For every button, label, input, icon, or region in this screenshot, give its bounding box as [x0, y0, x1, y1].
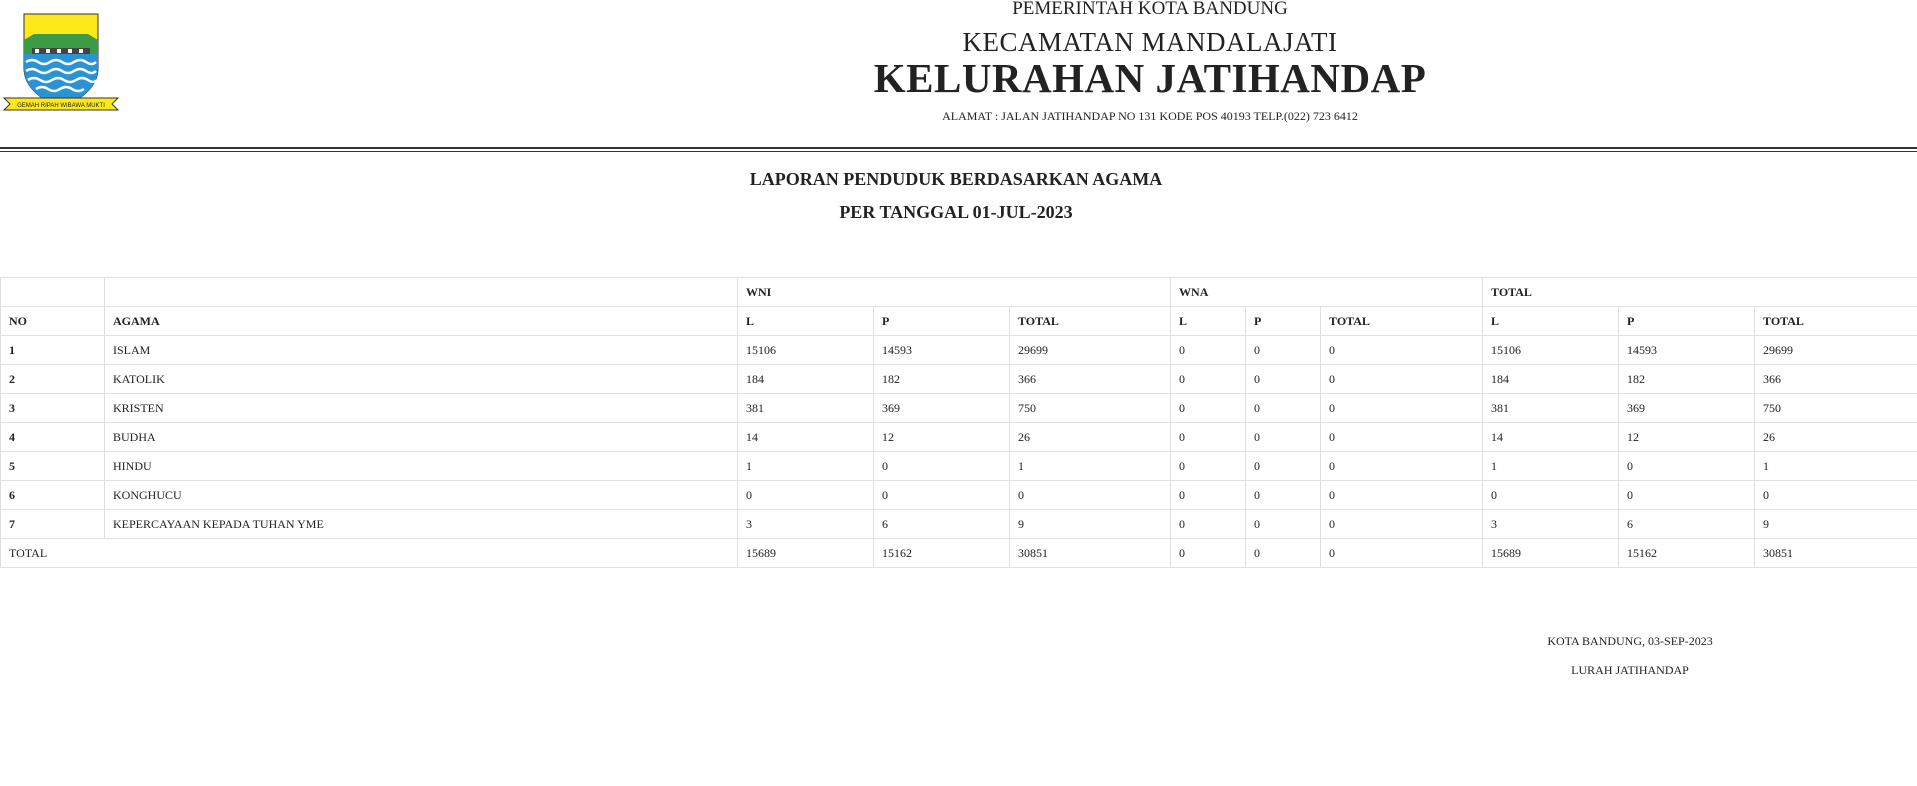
table-body: [1, 336, 1917, 539]
cell-wni-l: 15106: [738, 336, 874, 365]
col-header-wna-total: TOTAL: [1321, 307, 1483, 336]
total-tot-l: 15689: [1483, 539, 1619, 568]
table-row: [1, 365, 1917, 394]
cell-agama: ISLAM: [105, 336, 738, 365]
cell-wni-total: 26: [1010, 423, 1171, 452]
cell-wna-total: 0: [1321, 481, 1483, 510]
cell-tot-p: 369: [1619, 394, 1755, 423]
col-header-agama: AGAMA: [105, 307, 738, 336]
cell-wni-total: 29699: [1010, 336, 1171, 365]
cell-wna-l: 0: [1171, 481, 1246, 510]
cell-no: 2: [1, 365, 105, 394]
total-wni-p: 15162: [874, 539, 1010, 568]
cell-wni-l: 184: [738, 365, 874, 394]
cell-wna-p: 0: [1246, 452, 1321, 481]
cell-wna-l: 0: [1171, 365, 1246, 394]
total-tot-p: 15162: [1619, 539, 1755, 568]
cell-tot-total: 26: [1755, 423, 1917, 452]
cell-wna-total: 0: [1321, 394, 1483, 423]
col-header-tot-p: P: [1619, 307, 1755, 336]
population-table: [0, 277, 1917, 568]
cell-wna-l: 0: [1171, 394, 1246, 423]
cell-wna-total: 0: [1321, 365, 1483, 394]
cell-agama: HINDU: [105, 452, 738, 481]
cell-tot-l: 1: [1483, 452, 1619, 481]
cell-wna-p: 0: [1246, 394, 1321, 423]
total-wna-total: 0: [1321, 539, 1483, 568]
cell-wni-total: 0: [1010, 481, 1171, 510]
cell-tot-p: 14593: [1619, 336, 1755, 365]
total-wni-l: 15689: [738, 539, 874, 568]
group-header-wna: WNA: [1171, 278, 1483, 307]
cell-tot-l: 0: [1483, 481, 1619, 510]
header-address: ALAMAT : JALAN JATIHANDAP NO 131 KODE POS 40193 TELP.(022) 723 6412: [942, 109, 1358, 123]
cell-tot-total: 0: [1755, 481, 1917, 510]
col-header-wni-l: L: [738, 307, 874, 336]
col-header-tot-l: L: [1483, 307, 1619, 336]
cell-tot-total: 29699: [1755, 336, 1917, 365]
header-line-3: KELURAHAN JATIHANDAP: [873, 55, 1427, 101]
cell-agama: KONGHUCU: [105, 481, 738, 510]
table-row: [1, 394, 1917, 423]
cell-wna-l: 0: [1171, 452, 1246, 481]
kota-bandung-logo: [2, 12, 120, 116]
cell-wni-p: 12: [874, 423, 1010, 452]
cell-wna-total: 0: [1321, 336, 1483, 365]
col-header-no: NO: [1, 307, 105, 336]
cell-tot-p: 12: [1619, 423, 1755, 452]
cell-tot-p: 6: [1619, 510, 1755, 539]
table-row: [1, 423, 1917, 452]
report-date: PER TANGGAL 01-JUL-2023: [839, 202, 1073, 222]
table-row: [1, 481, 1917, 510]
table-total-row: [1, 539, 1917, 568]
cell-wni-l: 14: [738, 423, 874, 452]
col-header-wni-total: TOTAL: [1010, 307, 1171, 336]
cell-agama: KRISTEN: [105, 394, 738, 423]
table-row: [1, 510, 1917, 539]
cell-wna-l: 0: [1171, 336, 1246, 365]
cell-tot-l: 15106: [1483, 336, 1619, 365]
cell-no: 3: [1, 394, 105, 423]
cell-wni-l: 1: [738, 452, 874, 481]
cell-no: 6: [1, 481, 105, 510]
cell-wni-total: 1: [1010, 452, 1171, 481]
table-row: [1, 336, 1917, 365]
cell-wna-total: 0: [1321, 423, 1483, 452]
cell-no: 5: [1, 452, 105, 481]
cell-wni-p: 0: [874, 481, 1010, 510]
cell-wni-p: 0: [874, 452, 1010, 481]
total-tot-total: 30851: [1755, 539, 1917, 568]
cell-agama: BUDHA: [105, 423, 738, 452]
col-header-tot-total: TOTAL: [1755, 307, 1917, 336]
cell-no: 7: [1, 510, 105, 539]
cell-agama: KEPERCAYAAN KEPADA TUHAN YME: [105, 510, 738, 539]
header-rule-thin: [0, 151, 1917, 152]
report-title: LAPORAN PENDUDUK BERDASARKAN AGAMA: [749, 169, 1163, 189]
cell-wni-l: 381: [738, 394, 874, 423]
cell-wni-p: 369: [874, 394, 1010, 423]
cell-tot-total: 9: [1755, 510, 1917, 539]
cell-wna-p: 0: [1246, 336, 1321, 365]
cell-wna-p: 0: [1246, 423, 1321, 452]
logo-motto: GEMAH RIPAH WIBAWA MUKTI: [17, 103, 105, 109]
col-header-wna-p: P: [1246, 307, 1321, 336]
cell-tot-total: 366: [1755, 365, 1917, 394]
table-row: [1, 452, 1917, 481]
col-header-wni-p: P: [874, 307, 1010, 336]
signature-place-date: KOTA BANDUNG, 03-SEP-2023: [1547, 634, 1713, 648]
cell-tot-p: 182: [1619, 365, 1755, 394]
column-header-row: [1, 307, 1917, 336]
cell-tot-p: 0: [1619, 481, 1755, 510]
cell-wna-p: 0: [1246, 365, 1321, 394]
cell-wni-l: 3: [738, 510, 874, 539]
cell-no: 4: [1, 423, 105, 452]
group-header-wni: WNI: [738, 278, 1171, 307]
total-wna-l: 0: [1171, 539, 1246, 568]
total-wni-total: 30851: [1010, 539, 1171, 568]
cell-tot-total: 1: [1755, 452, 1917, 481]
signature-position: LURAH JATIHANDAP: [1571, 663, 1689, 677]
cell-wni-p: 6: [874, 510, 1010, 539]
cell-tot-l: 14: [1483, 423, 1619, 452]
cell-wna-total: 0: [1321, 510, 1483, 539]
cell-tot-l: 3: [1483, 510, 1619, 539]
cell-tot-l: 381: [1483, 394, 1619, 423]
cell-tot-total: 750: [1755, 394, 1917, 423]
cell-wni-l: 0: [738, 481, 874, 510]
cell-agama: KATOLIK: [105, 365, 738, 394]
cell-wna-p: 0: [1246, 510, 1321, 539]
cell-wni-p: 182: [874, 365, 1010, 394]
cell-wna-l: 0: [1171, 510, 1246, 539]
cell-wni-p: 14593: [874, 336, 1010, 365]
group-header-total: TOTAL: [1483, 278, 1917, 307]
cell-no: 1: [1, 336, 105, 365]
cell-tot-p: 0: [1619, 452, 1755, 481]
cell-wni-total: 750: [1010, 394, 1171, 423]
cell-wna-total: 0: [1321, 452, 1483, 481]
cell-tot-l: 184: [1483, 365, 1619, 394]
col-header-wna-l: L: [1171, 307, 1246, 336]
cell-wni-total: 366: [1010, 365, 1171, 394]
total-wna-p: 0: [1246, 539, 1321, 568]
cell-wna-l: 0: [1171, 423, 1246, 452]
cell-wni-total: 9: [1010, 510, 1171, 539]
group-header-row: [1, 278, 1917, 307]
header-line-1: PEMERINTAH KOTA BANDUNG: [1012, 0, 1288, 19]
header-rule-thick: [0, 147, 1917, 149]
header-line-2: KECAMATAN MANDALAJATI: [962, 27, 1338, 57]
total-label: TOTAL: [1, 539, 738, 568]
cell-wna-p: 0: [1246, 481, 1321, 510]
